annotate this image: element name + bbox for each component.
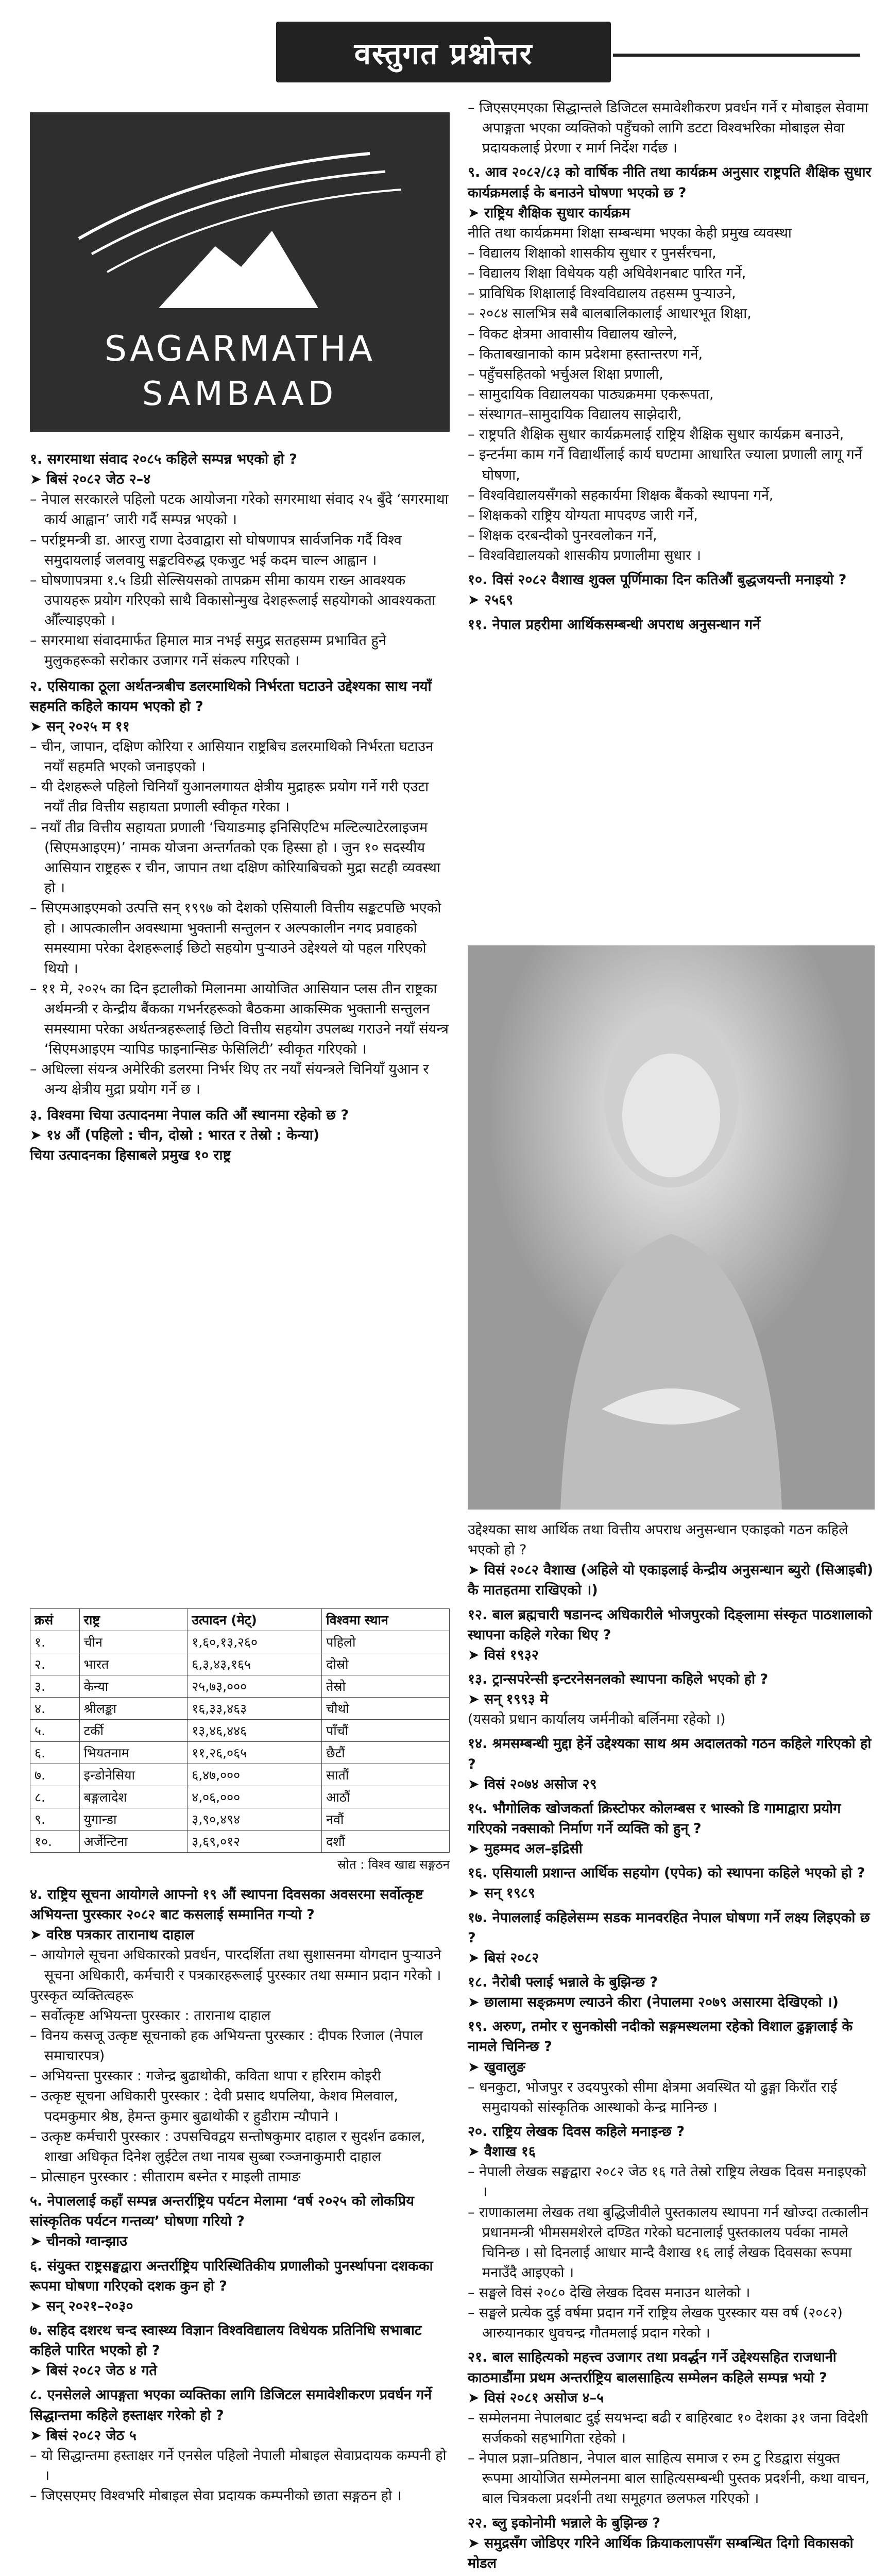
list-item: – राणाकालमा लेखक तथा बुद्धिजीवीले पुस्तकालय स्थापना गर्न खोज्दा तत्कालीन प्रधानमन्त्री भीमसमशेरले दण्डित गरेको घटनालाई पुस्तकालय पर्वका नामले चिनिन्छ । सो दिनलाई आधार मान्दै वैशाख १६ लाई लेखक दिवसका रूपमा मनाउँदै आइएको ।: [468, 2204, 868, 2281]
table-cell: केन्या: [79, 1675, 187, 1698]
table-cell: भियतनाम: [79, 1742, 187, 1764]
table-cell: ३,६९,०१२: [187, 1831, 322, 1853]
list-item: – २०८४ सालभित्र सबै बालबालिकालाई आधारभूत शिक्षा,: [468, 306, 752, 322]
table-source: स्रोत : विश्व खाद्य सङ्गठन: [337, 1857, 450, 1872]
table-cell: ६,३,४३,१६५: [187, 1653, 322, 1675]
question: ४. राष्ट्रिय सूचना आयोगले आफ्नो १९ औं स्थापना दिवसका अवसरमा सर्वोत्कृष्ट अभियन्ता पुरस्कार २०८२ बाट कसलाई सम्मानित गऱ्यो ?: [30, 1887, 423, 1923]
list-item: – चीन, जापान, दक्षिण कोरिया र आसियान राष्ट्रबिच डलरमाथिको निर्भरता घटाउन नयाँ सहमति भएको जनाइएको ।: [30, 738, 434, 775]
list-item: – किताबखानाको काम प्रदेशमा हस्तान्तरण गर्ने,: [468, 346, 703, 362]
question: १२. बाल ब्रह्मचारी षडानन्द अधिकारीले भोजपुरको दिङ्लामा संस्कृत पाठशालाको स्थापना कहिले गरेका थिए ?: [468, 1606, 872, 1643]
question: ७. सहिद दशरथ चन्द स्वास्थ्य विज्ञान विश्वविद्यालय विधेयक प्रतिनिधि सभाबाट कहिले पारित भएको हो ?: [30, 2322, 422, 2359]
table-header-row: [30, 1609, 450, 1631]
question: १९. अरुण, तमोर र सुनकोसी नदीको सङ्गमस्थलमा रहेको विशाल ढुङ्गालाई के नामले चिनिन्छ ?: [468, 2019, 853, 2055]
answer: ➤ विसं १९३२: [468, 1647, 539, 1663]
answer: ➤ वैशाख १६: [468, 2144, 536, 2160]
table-cell: ९.: [30, 1808, 80, 1831]
list-item: – उत्कृष्ट कर्मचारी पुरस्कार : उपसचिवद्वय सन्तोषकुमार दाहाल र सुदर्शन ढकाल, शाखा अधिकृत दिनेश लुईटेल तथा नायब सुब्बा रञ्जनाकुमारी दाहाल: [30, 2128, 425, 2165]
logo-sub-text: SAMBAAD: [142, 375, 338, 413]
list-item: – विकट क्षेत्रमा आवासीय विद्यालय खोल्ने,: [468, 326, 677, 342]
answer: ➤ छालामा सङ्क्रमण ल्याउने कीरा (नेपालमा २०७९ असारमा देखिएको ।): [468, 1994, 839, 2011]
col-header: उत्पादन (मेट्): [187, 1609, 322, 1631]
table-cell: नवौं: [322, 1808, 450, 1831]
col-header: राष्ट्र: [79, 1609, 187, 1631]
list-item: – शिक्षक दरबन्दीको पुनरवलोकन गर्ने,: [468, 527, 657, 544]
table-cell: टर्की: [79, 1720, 187, 1742]
list-item: – अभियन्ता पुरस्कार : गजेन्द्र बुढाथोकी, कविता थापा र हरिराम कोइरी: [30, 2068, 381, 2084]
table-cell: श्रीलङ्का: [79, 1698, 187, 1720]
table-cell: ३.: [30, 1675, 80, 1698]
answer: ➤ विसं २०८२ वैशाख (अहिले यो एकाइलाई केन्द्रीय अनुसन्धान ब्युरो (सिआइबी) कै मातहतमा राखिएको ।): [468, 1562, 874, 1599]
question: ९. आव २०८२/८३ को वार्षिक नीति तथा कार्यक्रम अनुसार राष्ट्रपति शैक्षिक सुधार कार्यक्रमलाई के बनाउने घोषणा भएको छ ?: [468, 164, 872, 201]
answer: ➤ समुद्रसँग जोडिएर गरिने आर्थिक क्रियाकलापसँग सम्बन्धित दिगो विकासको मोडल: [468, 2535, 854, 2571]
table-cell: पाँचौं: [322, 1720, 450, 1742]
table-row: [30, 1675, 450, 1698]
list-item: – जिएसएमएका सिद्धान्तले डिजिटल समावेशीकरण प्रवर्धन गर्ने र मोबाइल सेवामा अपाङ्गता भएका व्यक्तिको पहुँचको लागि डटटा विश्वभरिका मोबाइल सेवा प्रदायकलाई प्रेरणा र मार्ग निर्देश गर्दछ ।: [468, 100, 868, 157]
list-item: – नेपाली लेखक सङ्घद्वारा २०८२ जेठ १६ गते तेस्रो राष्ट्रिय लेखक दिवस मनाइएको ।: [468, 2164, 866, 2200]
answer: ➤ सन् १९८९: [468, 1885, 535, 1902]
list-item: – प्रोत्साहन पुरस्कार : सीताराम बस्नेत र माइली तामाङ: [30, 2168, 300, 2185]
table-cell: ६,४७,०००: [187, 1764, 322, 1786]
list-item: – ११ मे, २०२५ का दिन इटालीको मिलानमा आयोजित आसियान प्लस तीन राष्ट्रका अर्थमन्त्री र केन्द्रीय बैंकका गभर्नरहरूको बैठकमा आकस्मिक भुक्तानी सन्तुलन समस्यामा परेका अर्थतन्त्रहरूलाई छिटो वित्तीय सहयोग उपलब्ध गराउने नयाँ संयन्त्र ‘सिएमआइएम र्‍यापिड फाइनान्सिङ फेसिलिटी’ स्वीकृत गरिएको ।: [30, 980, 449, 1058]
table-cell: चीन: [79, 1631, 187, 1653]
list-item: – प्राविधिक शिक्षालाई विश्वविद्यालय तहसम्म पुऱ्याउने,: [468, 285, 736, 302]
list-item: – सामुदायिक विद्यालयका पाठ्यक्रममा एकरूपता,: [468, 386, 714, 402]
question: ५. नेपाललाई कहाँ सम्पन्न अन्तर्राष्ट्रिय पर्यटन मेलामा ‘वर्ष २०२५ को लोकप्रिय सांस्कृतिक पर्यटन गन्तव्य’ घोषणा गरियो ?: [30, 2193, 414, 2230]
question: १७. नेपाललाई कहिलेसम्म सडक मानवरहित नेपाल घोषणा गर्ने लक्ष्य लिइएको छ ?: [468, 1909, 870, 1946]
list-item: – जिएसएमए विश्वभरि मोबाइल सेवा प्रदायक कम्पनीको छाता सङ्गठन हो ।: [30, 2488, 402, 2504]
table-cell: ५.: [30, 1720, 80, 1742]
table-row: [30, 1808, 450, 1831]
answer: ➤ २५६९: [468, 592, 514, 608]
question: १. सगरमाथा संवाद २०८५ कहिले सम्पन्न भएको हो ?: [30, 451, 297, 467]
table-row: [30, 1698, 450, 1720]
list-item: – सङ्घले विसं २०८० देखि लेखक दिवस मनाउन थालेको ।: [468, 2285, 750, 2301]
table-cell: ११,२६,०६५: [187, 1742, 322, 1764]
table-row: [30, 1742, 450, 1764]
table-cell: १०.: [30, 1831, 80, 1853]
table-cell: पहिलो: [322, 1631, 450, 1653]
left-tail-block: [30, 1880, 450, 2506]
answer: ➤ सन् २०२५ म ११: [30, 718, 130, 735]
table-cell: ४,०६,०००: [187, 1786, 322, 1808]
list-item: – धनकुटा, भोजपुर र उदयपुरको सीमा क्षेत्रमा अवस्थित यो ढुङ्गा किराँत राई समुदायको सांस्कृतिक आस्थाको केन्द्र मानिन्छ ।: [468, 2079, 838, 2115]
table-cell: २५,७३,०००: [187, 1675, 322, 1698]
answer: ➤ राष्ट्रिय शैक्षिक सुधार कार्यक्रम: [468, 205, 630, 221]
table-cell: युगान्डा: [79, 1808, 187, 1831]
question: १८. नैरोबी फ्लाई भन्नाले के बुझिन्छ ?: [468, 1974, 658, 1990]
list-item: – राष्ट्रपति शैक्षिक सुधार कार्यक्रमलाई राष्ट्रिय शैक्षिक सुधार कार्यक्रम बनाउने,: [468, 427, 844, 443]
logo-main-text: SAGARMATHA: [104, 329, 376, 369]
table-cell: आठौं: [322, 1786, 450, 1808]
answer: ➤ बिसं २०८२ जेठ ५: [30, 2427, 137, 2444]
list-item: – सर्वोत्कृष्ट अभियन्ता पुरस्कार : तारानाथ दाहाल: [30, 2007, 271, 2024]
tea-production-table: [30, 1608, 450, 1873]
table-cell: सातौं: [322, 1764, 450, 1786]
list-item: – नेपाल सरकारले पहिलो पटक आयोजना गरेको सगरमाथा संवाद २५ बुँदे ‘सगरमाथा कार्य आह्वान’ जारी गर्दै सम्पन्न भएको ।: [30, 492, 449, 528]
header-rule: [613, 54, 860, 57]
question: २. एसियाका ठूला अर्थतन्त्रबीच डलरमाथिको निर्भरता घटाउने उद्देश्यका साथ नयाँ सहमति कहिले कायम भएको हो ?: [30, 678, 432, 715]
buddha-image: [468, 945, 875, 1510]
list-item: पुरस्कृत व्यक्तित्वहरू: [30, 1987, 133, 2004]
col-header: विश्वमा स्थान: [322, 1609, 450, 1631]
question: १०. विसं २०८२ वैशाख शुक्ल पूर्णिमाका दिन कतिऔं बुद्धजयन्ती मनाइयो ?: [468, 572, 847, 588]
answer: ➤ बिसं २०८२: [468, 1950, 539, 1966]
table-title: चिया उत्पादनका हिसाबले प्रमुख १० राष्ट्र: [30, 1147, 231, 1163]
question: २१. बाल साहित्यको महत्त्व उजागर तथा प्रवर्द्धन गर्ने उद्देश्यसहित राजधानी काठमाडौंमा प्रथम अन्तर्राष्ट्रिय बालसाहित्य सम्मेलन कहिले सम्पन्न भयो ?: [468, 2349, 837, 2386]
list-item: – पहुँचसहितको भर्चुअल शिक्षा प्रणाली,: [468, 366, 663, 382]
table-cell: तेस्रो: [322, 1675, 450, 1698]
table-cell: ६.: [30, 1742, 80, 1764]
table-cell: दोस्रो: [322, 1653, 450, 1675]
answer: ➤ वरिष्ठ पत्रकार तारानाथ दाहाल: [30, 1927, 194, 1943]
table-cell: ४.: [30, 1698, 80, 1720]
table-row: [30, 1831, 450, 1853]
section-title: वस्तुगत प्रश्नोत्तर: [354, 36, 533, 71]
answer: ➤ खुवालुङ: [468, 2059, 525, 2075]
answer: ➤ बिसं २०८२ जेठ २–४: [30, 471, 151, 488]
question: १४. श्रमसम्बन्धी मुद्दा हेर्ने उद्देश्यका साथ श्रम अदालतको गठन कहिले गरिएको हो ?: [468, 1736, 872, 1772]
answer: ➤ विसं २०८१ असोज ४–५: [468, 2389, 604, 2406]
list-item: – यो सिद्धान्तमा हस्ताक्षर गर्ने एनसेल पहिलो नेपाली मोबाइल सेवाप्रदायक कम्पनी हो ।: [30, 2447, 447, 2484]
question: १३. ट्रान्सपरेन्सी इन्टरनेसनलको स्थापना कहिले भएको हो ?: [468, 1671, 769, 1687]
list-item: – अधिल्ला संयन्त्र अमेरिकी डलरमा निर्भर थिए तर नयाँ संयन्त्रले चिनियाँ युआन र अन्य क्षेत्रीय मुद्रा प्रयोग गर्ने छ ।: [30, 1061, 429, 1098]
table-cell: १३,४६,४४६: [187, 1720, 322, 1742]
list-item: – विनय कसजू उत्कृष्ट सूचनाको हक अभियन्ता पुरस्कार : दीपक रिजाल (नेपाल समाचारपत्र): [30, 2027, 423, 2064]
list-item: – विश्वविद्यालयको शासकीय प्रणालीमा सुधार ।: [468, 548, 702, 564]
sagarmatha-sambaad-logo: [30, 112, 450, 432]
question: ६. संयुक्त राष्ट्रसङ्घद्वारा अन्तर्राष्ट्रिय पारिस्थितिकीय प्रणालीको पुनर्स्थापना दशकका रूपमा घोषणा गरिएको दशक कुन हो ?: [30, 2258, 433, 2294]
list-item: – घोषणापत्रमा १.५ डिग्री सेल्सियसको तापक्रम सीमा कायम राख्न आवश्यक उपायहरू प्रयोग गरिएको साथै विकासोन्मुख देशहरूलाई सहयोगको आवश्यकता औँल्याइएको ।: [30, 572, 436, 629]
question: २०. राष्ट्रिय लेखक दिवस कहिले मनाइन्छ ?: [468, 2123, 685, 2140]
list-item: – उत्कृष्ट सूचना अधिकारी पुरस्कार : देवी प्रसाद थपलिया, केशव मिलवाल, पदमकुमार श्रेष्ठ, हेमन्त कुमार बुढाथोकी र हुडीराम न्यौपाने ।: [30, 2088, 398, 2125]
question: २२. ब्लु इकोनोमी भन्नाले के बुझिन्छ ?: [468, 2515, 661, 2531]
list-item: – सिएमआइएमको उत्पत्ति सन् १९९७ को देशको एसियाली वित्तीय सङ्कटपछि भएको हो । आपत्कालीन अवस्थामा भुक्तानी सन्तुलन र अल्पकालीन नगद प्रवाहको समस्यामा परेका देशहरूलाई छिटो सहयोग पुऱ्याउने उद्देश्यले यो पहल गरिएको थियो ।: [30, 900, 441, 977]
table-cell: बङ्गलादेश: [79, 1786, 187, 1808]
table-row: [30, 1764, 450, 1786]
list-item: – पर्राष्ट्रमन्त्री डा. आरजु राणा देउवाद्वारा सो घोषणापत्र सार्वजनिक गर्दै विश्व समुदायलाई जलवायु सङ्कटविरुद्ध एकजुट भई कदम चाल्न आह्वान ।: [30, 532, 402, 568]
table-row: [30, 1720, 450, 1742]
answer: ➤ १४ औं (पहिलो : चीन, दोस्रो : भारत र तेस्रो : केन्या): [30, 1127, 320, 1143]
question: ११. नेपाल प्रहरीमा आर्थिकसम्बन्धी अपराध अनुसन्धान गर्ने: [468, 616, 761, 633]
list-item: – सम्मेलनमा नेपालबाट दुई सयभन्दा बढी र बाहिरबाट १० देशका ३१ जना विदेशी सर्जकको सहभागिता रहेको ।: [468, 2410, 868, 2447]
table-cell: इन्डोनेसिया: [79, 1764, 187, 1786]
list-item: उद्देश्यका साथ आर्थिक तथा वित्तीय अपराध अनुसन्धान एकाइको गठन कहिले भएको हो ?: [468, 1522, 848, 1558]
table-cell: चौथो: [322, 1698, 450, 1720]
list-item: – विद्यालय शिक्षा विधेयक यही अधिवेशनबाट पारित गर्ने,: [468, 265, 746, 282]
list-item: – सगरमाथा संवादमार्फत हिमाल मात्र नभई समुद्र सतहसम्म प्रभावित हुने मुलुकहरूको सरोकार उजागर गर्ने संकल्प गरिएको ।: [30, 633, 386, 669]
table-cell: ८.: [30, 1786, 80, 1808]
list-item: – विद्यालय शिक्षाको शासकीय सुधार र पुनर्संरचना,: [468, 245, 717, 261]
list-item: – नेपाल प्रज्ञा–प्रतिष्ठान, नेपाल बाल साहित्य समाज र रुम टु रिडद्वारा संयुक्त रूपमा आयोजित सम्मेलनमा बाल साहित्यसम्बन्धी पुस्तक प्रदर्शनी, कथा वाचन, बाल चित्रकला प्रदर्शनी तथा समूहगत छलफल गरिएको ।: [468, 2450, 870, 2507]
question: ३. विश्वमा चिया उत्पादनमा नेपाल कति औं स्थानमा रहेको छ ?: [30, 1107, 349, 1123]
table-row: [30, 1653, 450, 1675]
answer: ➤ चीनको ग्वान्झाउ: [30, 2233, 127, 2250]
table-cell: ७.: [30, 1764, 80, 1786]
table-cell: ३,९०,४९४: [187, 1808, 322, 1831]
table-row: [30, 1786, 450, 1808]
list-item: – नयाँ तीव्र वित्तीय सहायता प्रणाली ‘चियाङमाइ इनिसिएटिभ मल्टिल्याटेरलाइजम (सिएमआइएम)’ नामक योजना अन्तर्गतको एक हिस्सा हो । जुन १० सदस्यीय आसियान राष्ट्रहरू र चीन, जापान तथा दक्षिण कोरियाबिचको मुद्रा सटही व्यवस्था हो ।: [30, 819, 440, 896]
table-cell: छैटौं: [322, 1742, 450, 1764]
table-row: [30, 1631, 450, 1653]
answer: ➤ सन् १९९३ मे: [468, 1691, 549, 1708]
table-cell: २.: [30, 1653, 80, 1675]
col-header: क्रसं: [30, 1609, 80, 1631]
table-cell: अर्जेन्टिना: [79, 1831, 187, 1853]
table-cell: १६,३३,४६३: [187, 1698, 322, 1720]
list-item: – इन्टर्नमा काम गर्ने विद्यार्थीलाई कार्य घण्टामा आधारित ज्याला प्रणाली लागू गर्ने घोषणा,: [468, 447, 862, 483]
table-cell: भारत: [79, 1653, 187, 1675]
list-item: – यी देशहरूले पहिलो चिनियाँ युआनलगायत क्षेत्रीय मुद्राहरू प्रयोग गर्ने गरी एउटा नयाँ तीव्र वित्तीय सहायता प्रणाली स्वीकृत गरेका ।: [30, 779, 429, 816]
table-cell: १,६०,१३,२६०: [187, 1631, 322, 1653]
table-cell: १.: [30, 1631, 80, 1653]
question: १६. एसियाली प्रशान्त आर्थिक सहयोग (एपेक) को स्थापना कहिले भएको हो ?: [468, 1865, 865, 1882]
list-item: – आयोगले सूचना अधिकारको प्रवर्धन, पारदर्शिता तथा सुशासनमा योगदान पुऱ्याउने सूचना अधिकारी, कर्मचारी र पत्रकारहरूलाई पुरस्कार तथा सम्मान प्रदान गरेको ।: [30, 1947, 441, 1984]
right-top-block: [468, 98, 875, 635]
list-item: नीति तथा कार्यक्रममा शिक्षा सम्बन्धमा भएका केही प्रमुख व्यवस्था: [468, 225, 792, 241]
section-header: [276, 22, 611, 82]
list-item: (यसको प्रधान कार्यालय जर्मनीको बर्लिनमा रहेको ।): [468, 1711, 726, 1728]
list-item: – विश्वविद्यालयसँगको सहकार्यमा शिक्षक बैंकको स्थापना गर्ने,: [468, 487, 774, 503]
list-item: – शिक्षकको राष्ट्रिय योग्यता मापदण्ड जारी गर्ने,: [468, 507, 698, 523]
table-cell: दशौं: [322, 1831, 450, 1853]
list-item: – सङ्घले प्रत्येक दुई वर्षमा प्रदान गर्ने राष्ट्रिय लेखक पुरस्कार यस वर्ष (२०८२) आरुयानकार धुवचन्द्र गौतमलाई प्रदान गरेको ।: [468, 2305, 843, 2342]
list-item: – संस्थागत–सामुदायिक विद्यालय साझेदारी,: [468, 406, 682, 423]
answer: ➤ सन् २०२१–२०३०: [30, 2298, 133, 2314]
left-qa-block: [30, 449, 450, 1165]
buddha-icon: [468, 945, 875, 1510]
question: १५. भौगोलिक खोजकर्ता क्रिस्टोफर कोलम्बस र भास्को डि गामाद्वारा प्रयोग गरिएको नक्साको निर्माण गर्ने व्यक्ति को हुन् ?: [468, 1800, 841, 1837]
answer: ➤ विसं २०७४ असोज २९: [468, 1776, 597, 1792]
answer: ➤ मुहम्मद अल–इद्रिसी: [468, 1841, 583, 1857]
question: ८. एनसेलले आपङ्गता भएका व्यक्तिका लागि डिजिटल समावेशीकरण प्रवर्धन गर्ने सिद्धान्तमा कहिले हस्ताक्षर गरेको हो ?: [30, 2387, 432, 2424]
right-bottom-block: [468, 1520, 875, 2573]
answer: ➤ बिसं २०८२ जेठ ४ गते: [30, 2363, 157, 2379]
